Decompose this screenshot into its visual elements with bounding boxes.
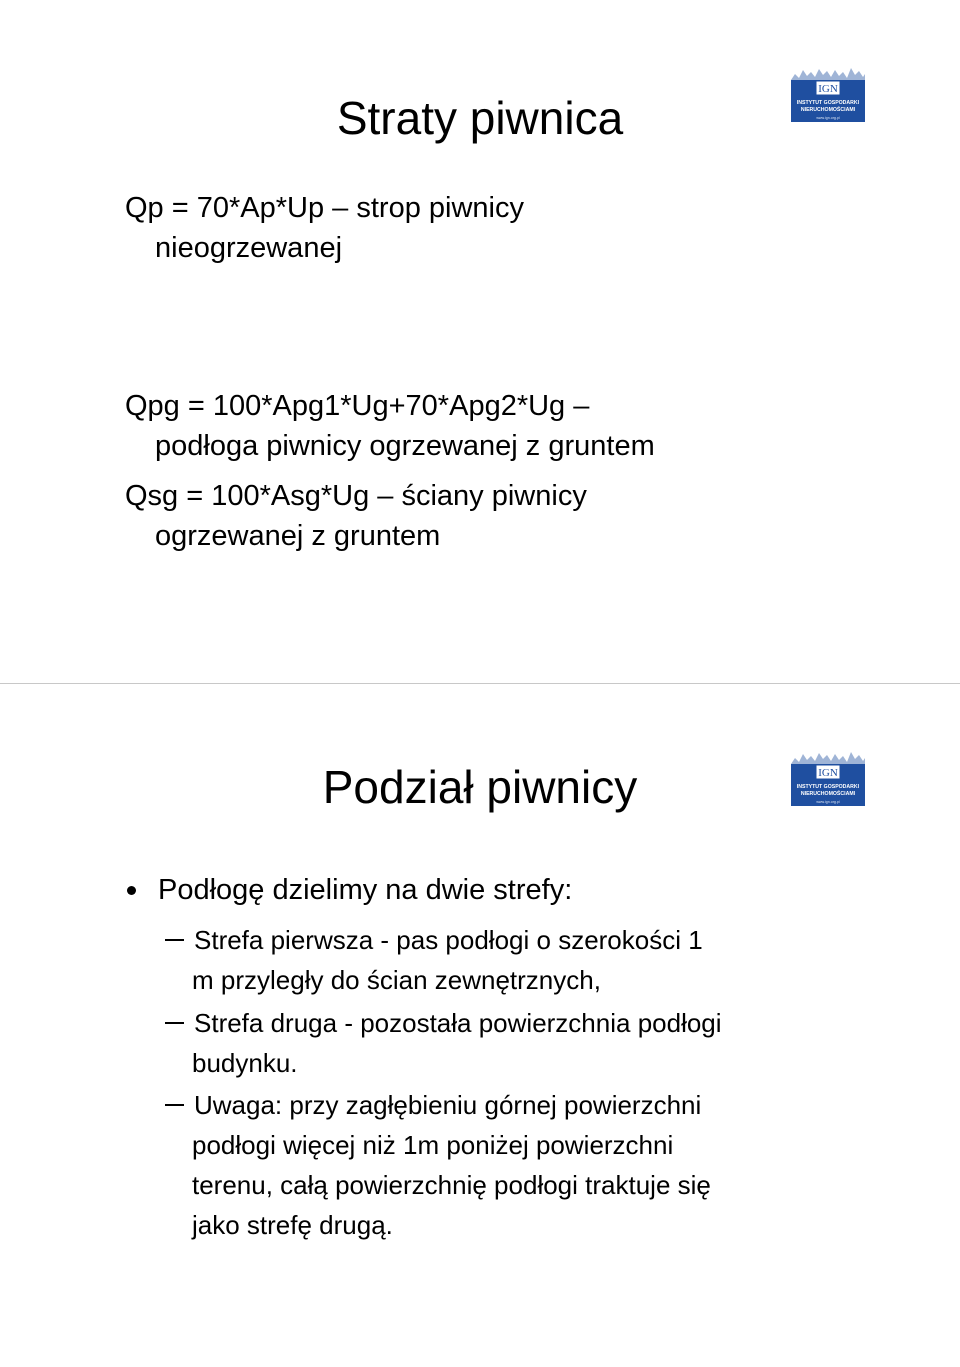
logo-url: www.ign.org.pl [816,800,840,804]
formula-line: Qsg = 100*Asg*Ug – ściany piwnicy [125,480,587,512]
slide-podzial-piwnicy [0,684,960,1367]
subitem-line: terenu, całą powierzchnię podłogi traktuje się [192,1170,711,1200]
ign-logo-icon [789,66,867,124]
slide-straty-piwnica [0,0,960,683]
formula-qpg [125,386,655,466]
logo-letters: IGN [818,83,838,95]
formula-qp [125,188,524,268]
subitem-strefa-pierwsza [165,920,703,1000]
logo-subtitle-1: INSTYTUT GOSPODARKI [796,784,860,790]
logo-url: www.ign.org.pl [816,116,840,120]
formula-line: podłoga piwnicy ogrzewanej z gruntem [155,430,655,462]
slide-title: Podział piwnicy [322,761,638,813]
subitem-line: Strefa pierwsza - pas podłogi o szerokości 1 [194,925,703,955]
subitem-line: podłogi więcej niż 1m poniżej powierzchni [192,1130,674,1160]
formula-line: Qp = 70*Ap*Up – strop piwnicy [125,192,524,224]
subitem-line: Uwaga: przy zagłębieniu górnej powierzchni [194,1090,702,1120]
subitem-line: Strefa druga - pozostała powierzchnia podłogi [194,1008,722,1038]
bullet-main: Podłogę dzielimy na dwie strefy: [158,874,573,906]
subitem-line: budynku. [192,1048,298,1078]
logo-subtitle-2: NIERUCHOMOŚCIAMI [800,791,856,797]
formula-line: ogrzewanej z gruntem [155,520,441,552]
dash-icon [165,1104,184,1106]
formula-line: Qpg = 100*Apg1*Ug+70*Apg2*Ug – [125,390,590,422]
ign-logo-icon [789,750,867,808]
logo-subtitle-2: NIERUCHOMOŚCIAMI [800,107,856,113]
logo-subtitle-1: INSTYTUT GOSPODARKI [796,100,860,106]
formula-line: nieogrzewanej [155,232,343,264]
subitem-uwaga [165,1085,711,1245]
subitem-line: jako strefę drugą. [192,1210,393,1240]
dash-icon [165,1022,184,1024]
formula-qsg [125,476,587,556]
subitem-line: m przyległy do ścian zewnętrznych, [192,965,601,995]
slide-title: Straty piwnica [336,92,624,144]
logo-letters: IGN [818,767,838,779]
bullet-dot-icon [127,886,136,895]
subitem-strefa-druga [165,1003,722,1083]
dash-icon [165,939,184,941]
